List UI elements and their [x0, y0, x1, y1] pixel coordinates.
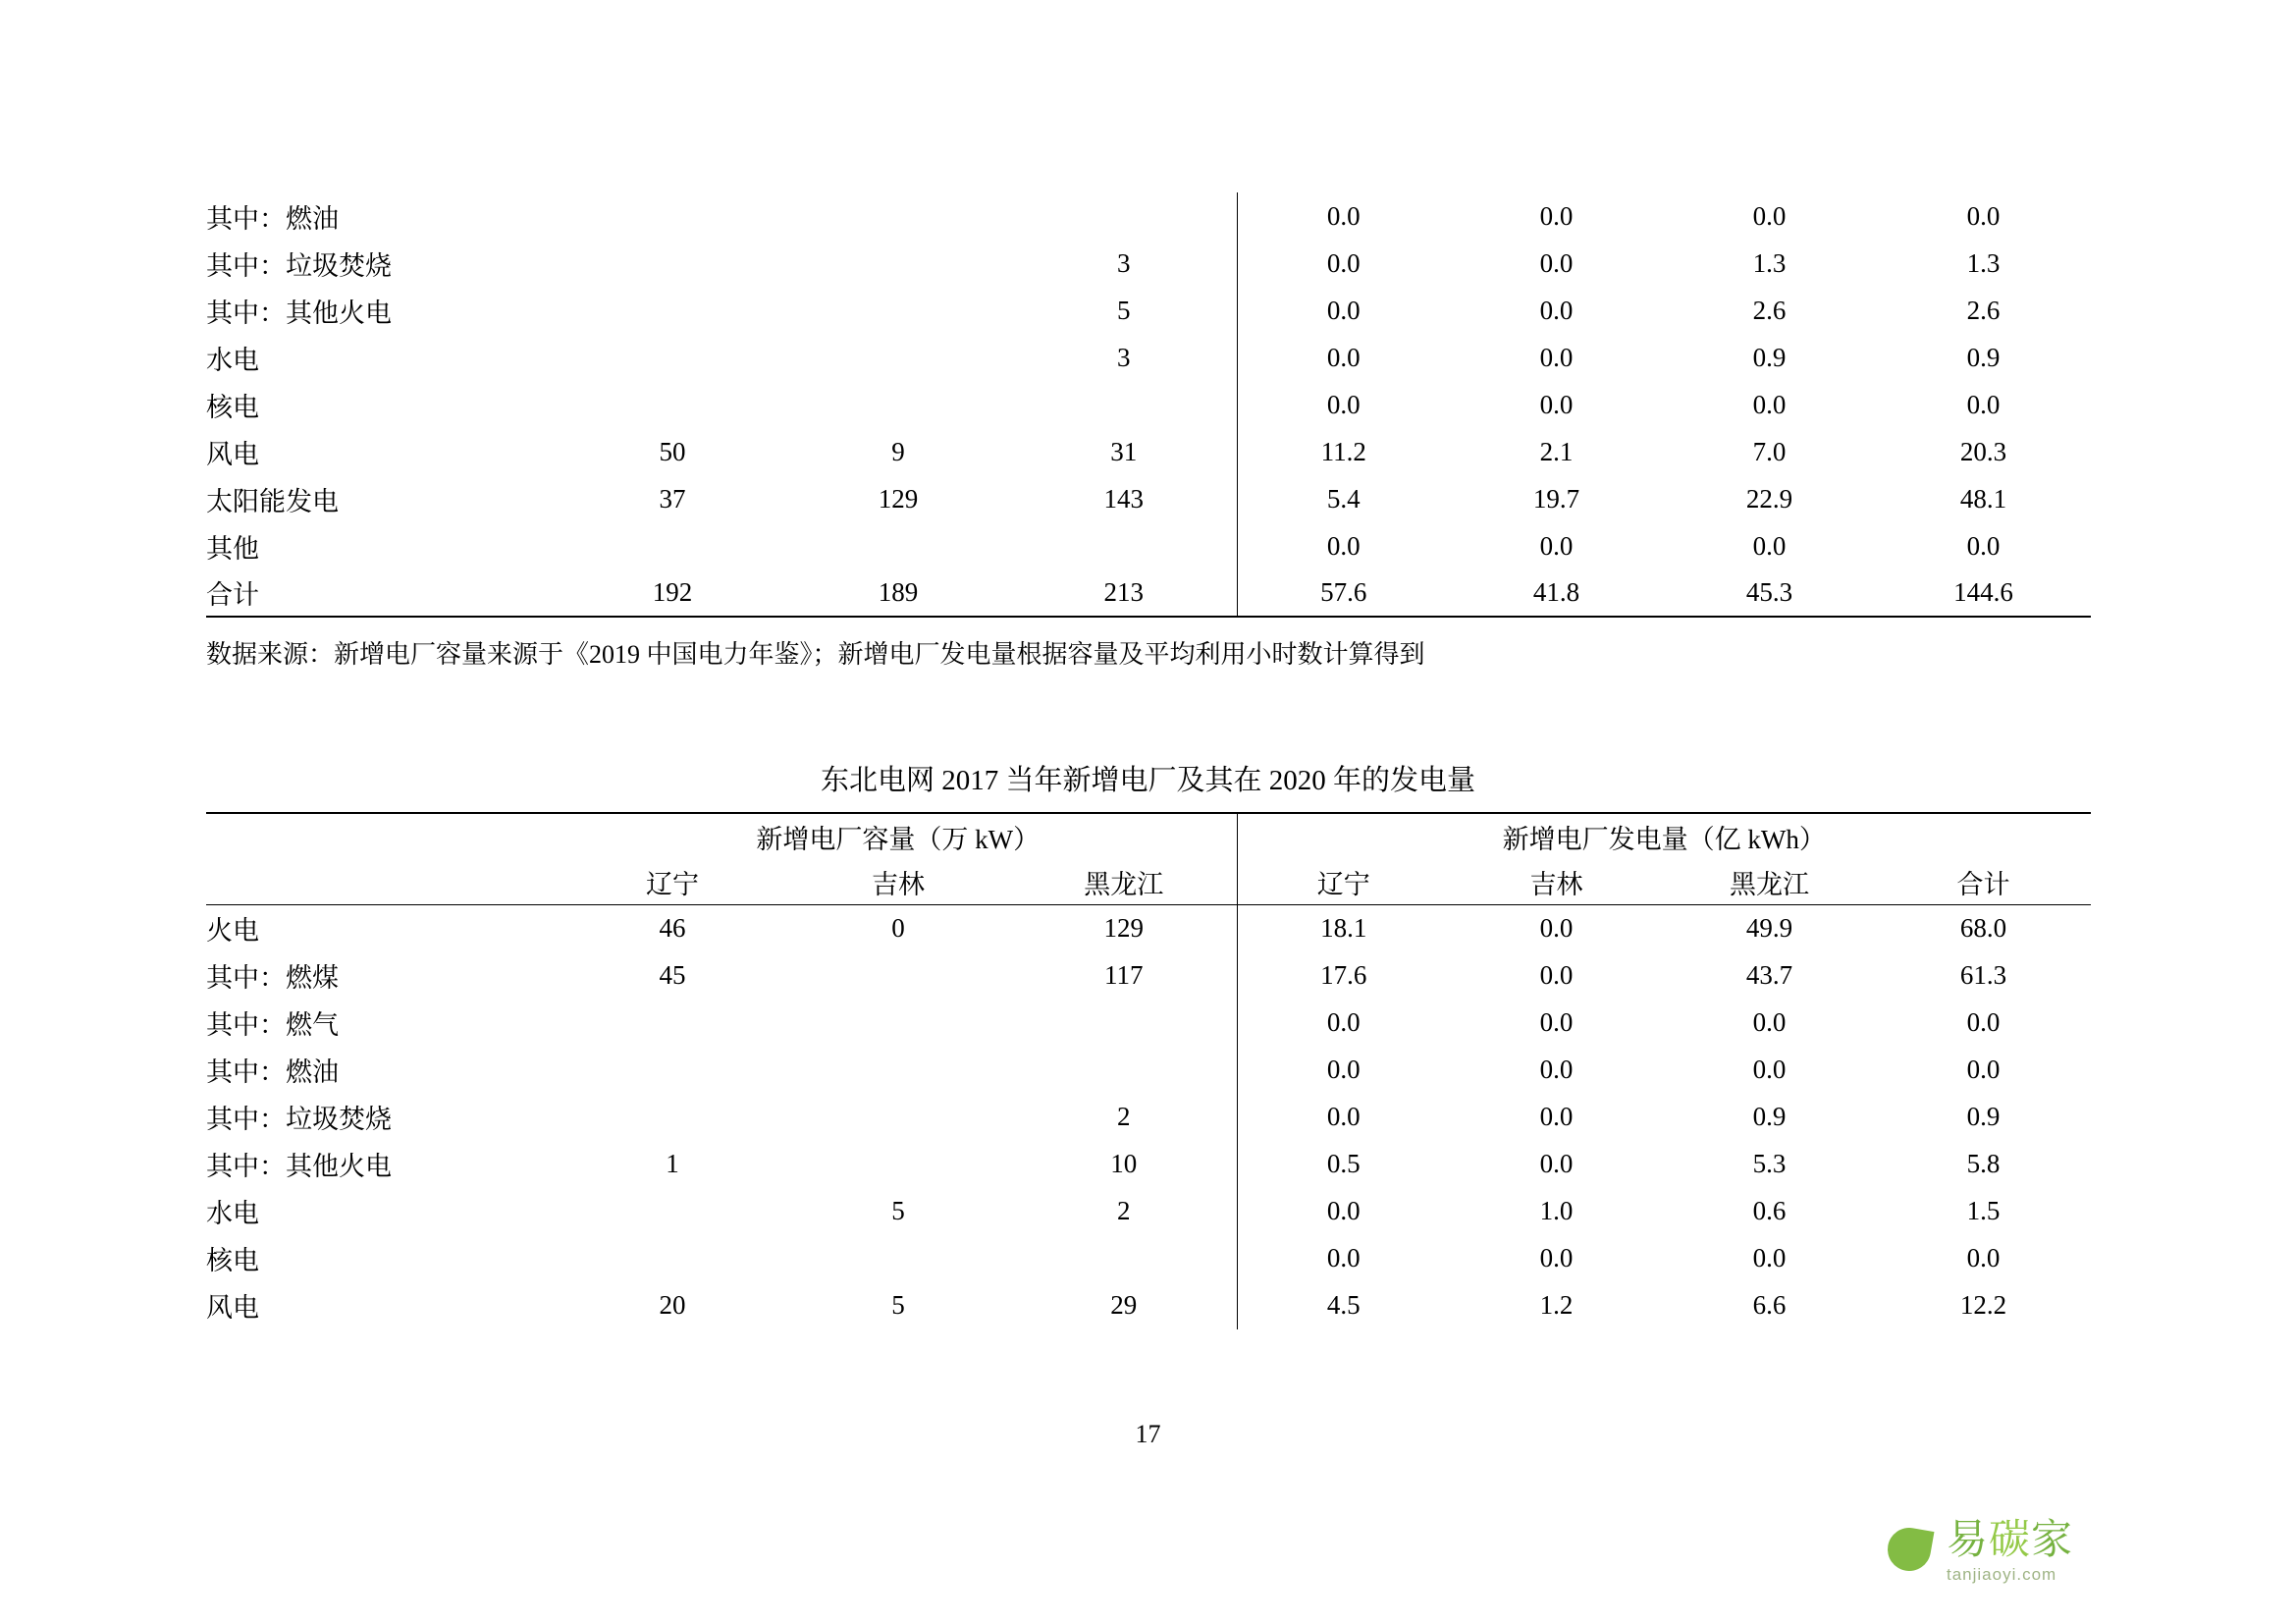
gen-total: 0.9 — [1966, 342, 2001, 372]
cap-liaoning: 45 — [659, 960, 686, 990]
gen-total: 2.6 — [1966, 295, 2001, 325]
gen-total: 0.0 — [1966, 200, 2001, 231]
cap-jilin: 5 — [891, 1196, 905, 1225]
gen-jilin: 0.0 — [1539, 1055, 1574, 1084]
col-cap-liaoning: 辽宁 — [646, 869, 699, 899]
cap-jilin: 5 — [891, 1290, 905, 1320]
cap-liaoning: 20 — [659, 1290, 686, 1320]
gen-heilongjiang: 0.0 — [1752, 389, 1787, 419]
cap-jilin — [785, 192, 1011, 240]
cap-jilin — [785, 381, 1011, 428]
table-row-total — [206, 569, 2091, 617]
gen-liaoning: 11.2 — [1237, 428, 1450, 475]
gen-liaoning: 18.1 — [1237, 905, 1450, 952]
row-label: 水电 — [206, 345, 259, 375]
gen-liaoning: 57.6 — [1237, 569, 1450, 617]
page-number: 17 — [1135, 1420, 1161, 1448]
cap-heilongjiang: 129 — [1103, 913, 1144, 944]
cap-liaoning — [560, 1094, 785, 1141]
gen-total: 144.6 — [1953, 577, 2013, 607]
gen-total: 0.0 — [1966, 389, 2001, 419]
cap-heilongjiang: 3 — [1117, 342, 1131, 372]
gen-jilin: 0.0 — [1539, 1243, 1574, 1272]
gen-heilongjiang: 5.3 — [1752, 1149, 1787, 1178]
table1-body — [206, 192, 2091, 617]
cap-heilongjiang: 5 — [1117, 295, 1131, 325]
gen-heilongjiang: 0.6 — [1752, 1196, 1787, 1225]
gen-liaoning: 0.0 — [1237, 381, 1450, 428]
table-row — [206, 905, 2091, 952]
gen-heilongjiang: 0.0 — [1752, 1007, 1787, 1037]
gen-liaoning: 5.4 — [1237, 475, 1450, 522]
group-header-generation: 新增电厂发电量（亿 kWh） — [1237, 813, 2091, 859]
cap-liaoning: 46 — [659, 913, 686, 944]
cap-heilongjiang: 2 — [1117, 1196, 1131, 1225]
col-gen-total: 合计 — [1956, 869, 2010, 899]
gen-jilin: 1.2 — [1539, 1290, 1574, 1320]
gen-liaoning: 0.0 — [1237, 1188, 1450, 1235]
col-cap-jilin: 吉林 — [872, 869, 925, 899]
row-label: 太阳能发电 — [206, 486, 339, 516]
cap-jilin — [785, 240, 1011, 287]
cap-jilin: 129 — [878, 483, 919, 514]
row-label: 其他 — [206, 533, 259, 564]
gen-jilin: 0.0 — [1539, 913, 1574, 944]
gen-liaoning: 0.0 — [1237, 240, 1450, 287]
gen-jilin: 0.0 — [1539, 295, 1574, 325]
cap-jilin — [785, 1047, 1011, 1094]
gen-jilin: 0.0 — [1539, 247, 1574, 278]
table-row — [206, 475, 2091, 522]
table-row — [206, 1094, 2091, 1141]
cap-liaoning: 37 — [659, 483, 686, 514]
table2-container — [206, 758, 2090, 1329]
table-row — [206, 1235, 2091, 1282]
gen-total: 0.0 — [1966, 1007, 2001, 1037]
row-label: 其中：燃气 — [206, 1010, 339, 1040]
gen-heilongjiang: 0.0 — [1752, 200, 1787, 231]
corner-blank — [206, 813, 560, 859]
table-row — [206, 240, 2091, 287]
cap-jilin — [785, 287, 1011, 334]
watermark-char-1: 易 — [1947, 1515, 1990, 1562]
gen-jilin: 0.0 — [1539, 342, 1574, 372]
gen-heilongjiang: 6.6 — [1752, 1290, 1787, 1320]
cap-heilongjiang: 29 — [1110, 1290, 1138, 1320]
cap-heilongjiang: 3 — [1117, 247, 1131, 278]
cap-liaoning — [560, 240, 785, 287]
row-label: 其中：垃圾焚烧 — [206, 250, 392, 281]
cap-heilongjiang: 2 — [1117, 1102, 1131, 1131]
gen-liaoning: 4.5 — [1237, 1282, 1450, 1329]
gen-jilin: 0.0 — [1539, 1102, 1574, 1131]
gen-jilin: 0.0 — [1539, 1007, 1574, 1037]
table-row — [206, 1282, 2091, 1329]
gen-heilongjiang: 45.3 — [1745, 577, 1793, 607]
gen-total: 0.9 — [1966, 1102, 2001, 1131]
cap-jilin: 9 — [891, 436, 905, 466]
gen-jilin: 0.0 — [1539, 530, 1574, 561]
row-label: 其中：燃油 — [206, 203, 339, 234]
gen-liaoning: 0.0 — [1237, 522, 1450, 569]
gen-jilin: 0.0 — [1539, 200, 1574, 231]
table-row — [206, 1000, 2091, 1047]
gen-total: 12.2 — [1959, 1290, 2007, 1320]
cap-heilongjiang — [1011, 192, 1237, 240]
col-gen-jilin: 吉林 — [1529, 869, 1583, 899]
table2-column-header-row — [206, 859, 2091, 905]
table2-group-header-row — [206, 813, 2091, 859]
cap-heilongjiang — [1011, 522, 1237, 569]
gen-jilin: 1.0 — [1539, 1196, 1574, 1225]
table-row — [206, 1047, 2091, 1094]
gen-total: 0.0 — [1966, 1055, 2001, 1084]
row-label: 其中：垃圾焚烧 — [206, 1105, 392, 1134]
row-label: 其中：其他火电 — [206, 298, 392, 328]
gen-total: 68.0 — [1959, 913, 2007, 944]
watermark-main — [1947, 1515, 2074, 1562]
cap-jilin — [785, 334, 1011, 381]
row-label: 水电 — [206, 1199, 259, 1228]
cap-heilongjiang — [1011, 1047, 1237, 1094]
cap-liaoning — [560, 1235, 785, 1282]
gen-liaoning: 0.5 — [1237, 1141, 1450, 1188]
table-row — [206, 334, 2091, 381]
gen-heilongjiang: 7.0 — [1752, 436, 1787, 466]
gen-heilongjiang: 0.9 — [1752, 1102, 1787, 1131]
cap-heilongjiang: 143 — [1103, 483, 1144, 514]
cap-jilin: 189 — [878, 577, 919, 607]
cap-liaoning: 50 — [659, 436, 686, 466]
table-row — [206, 428, 2091, 475]
watermark-sub: tanjiaoyi.com — [1947, 1564, 2057, 1584]
watermark-char-2: 碳 — [1989, 1515, 2032, 1562]
row-label: 风电 — [206, 1293, 259, 1323]
gen-total: 1.3 — [1966, 247, 2001, 278]
gen-liaoning: 0.0 — [1237, 1094, 1450, 1141]
gen-total: 1.5 — [1966, 1196, 2001, 1225]
cap-heilongjiang — [1011, 1000, 1237, 1047]
new-plants-table-northeast-2017 — [206, 812, 2091, 1329]
table2-title: 东北电网 2017 当年新增电厂及其在 2020 年的发电量 — [820, 765, 1475, 796]
table1-container — [206, 0, 2090, 674]
row-label: 其中：其他火电 — [206, 1152, 392, 1181]
gen-heilongjiang: 22.9 — [1745, 483, 1793, 514]
gen-jilin: 0.0 — [1539, 1149, 1574, 1178]
table-row — [206, 952, 2091, 1000]
cap-jilin — [785, 1141, 1011, 1188]
group-header-capacity: 新增电厂容量（万 kW） — [756, 824, 1041, 854]
gen-liaoning: 0.0 — [1237, 192, 1450, 240]
cap-liaoning — [560, 1047, 785, 1094]
watermark-text — [1947, 1515, 2074, 1584]
table-row — [206, 381, 2091, 428]
gen-liaoning: 0.0 — [1237, 1000, 1450, 1047]
cap-heilongjiang: 213 — [1103, 577, 1144, 607]
cap-heilongjiang — [1011, 381, 1237, 428]
col-gen-heilongjiang: 黑龙江 — [1730, 869, 1810, 899]
table-row — [206, 1188, 2091, 1235]
cap-jilin — [785, 1000, 1011, 1047]
table-row — [206, 522, 2091, 569]
gen-heilongjiang: 43.7 — [1745, 960, 1793, 990]
gen-heilongjiang: 0.0 — [1752, 1243, 1787, 1272]
watermark — [1884, 1506, 2178, 1595]
table2-body — [206, 905, 2091, 1329]
cap-jilin — [785, 1235, 1011, 1282]
gen-total: 20.3 — [1959, 436, 2007, 466]
col-gen-liaoning: 辽宁 — [1237, 859, 1450, 905]
gen-liaoning: 17.6 — [1237, 952, 1450, 1000]
cap-liaoning — [560, 381, 785, 428]
gen-jilin: 2.1 — [1539, 436, 1574, 466]
gen-total: 48.1 — [1959, 483, 2007, 514]
cap-liaoning — [560, 287, 785, 334]
gen-heilongjiang: 0.0 — [1752, 530, 1787, 561]
row-label: 其中：燃油 — [206, 1057, 339, 1087]
table-row — [206, 287, 2091, 334]
gen-jilin: 0.0 — [1539, 960, 1574, 990]
corner-blank-2 — [206, 859, 560, 905]
gen-jilin: 19.7 — [1532, 483, 1580, 514]
gen-total: 0.0 — [1966, 530, 2001, 561]
cap-liaoning: 192 — [652, 577, 693, 607]
gen-total: 5.8 — [1966, 1149, 2001, 1178]
cap-jilin: 0 — [891, 913, 905, 944]
cap-jilin — [785, 522, 1011, 569]
cap-liaoning — [560, 1188, 785, 1235]
table-row — [206, 192, 2091, 240]
gen-total: 61.3 — [1959, 960, 2007, 990]
col-cap-heilongjiang: 黑龙江 — [1084, 869, 1164, 899]
gen-jilin: 0.0 — [1539, 389, 1574, 419]
row-label: 核电 — [206, 392, 259, 422]
gen-liaoning: 0.0 — [1237, 1235, 1450, 1282]
gen-liaoning: 0.0 — [1237, 1047, 1450, 1094]
table1-source-note: 数据来源：新增电厂容量来源于《2019 中国电力年鉴》；新增电厂发电量根据容量及平均利用小时数计算得到 — [206, 640, 1425, 669]
gen-heilongjiang: 0.0 — [1752, 1055, 1787, 1084]
gen-liaoning: 0.0 — [1237, 334, 1450, 381]
cap-heilongjiang: 31 — [1110, 436, 1138, 466]
cap-jilin — [785, 952, 1011, 1000]
gen-heilongjiang: 1.3 — [1752, 247, 1787, 278]
gen-jilin: 41.8 — [1532, 577, 1580, 607]
cap-liaoning — [560, 334, 785, 381]
row-label: 火电 — [206, 916, 259, 947]
cap-liaoning — [560, 1000, 785, 1047]
cap-jilin — [785, 1094, 1011, 1141]
row-label: 风电 — [206, 439, 259, 469]
cap-heilongjiang: 117 — [1104, 960, 1144, 990]
cap-heilongjiang — [1011, 1235, 1237, 1282]
new-plants-table-continued — [206, 192, 2091, 618]
gen-heilongjiang: 49.9 — [1745, 913, 1793, 944]
table2-head — [206, 813, 2091, 905]
gen-liaoning: 0.0 — [1237, 287, 1450, 334]
gen-heilongjiang: 0.9 — [1752, 342, 1787, 372]
row-label: 合计 — [206, 580, 259, 610]
leaf-icon — [1884, 1522, 1941, 1579]
cap-liaoning — [560, 522, 785, 569]
cap-liaoning — [560, 192, 785, 240]
gen-heilongjiang: 2.6 — [1752, 295, 1787, 325]
cap-liaoning: 1 — [666, 1149, 679, 1178]
table-row — [206, 1141, 2091, 1188]
watermark-char-3: 家 — [2031, 1515, 2074, 1562]
cap-heilongjiang: 10 — [1110, 1149, 1138, 1178]
row-label: 其中：燃煤 — [206, 963, 339, 993]
row-label: 核电 — [206, 1246, 259, 1275]
gen-total: 0.0 — [1966, 1243, 2001, 1272]
